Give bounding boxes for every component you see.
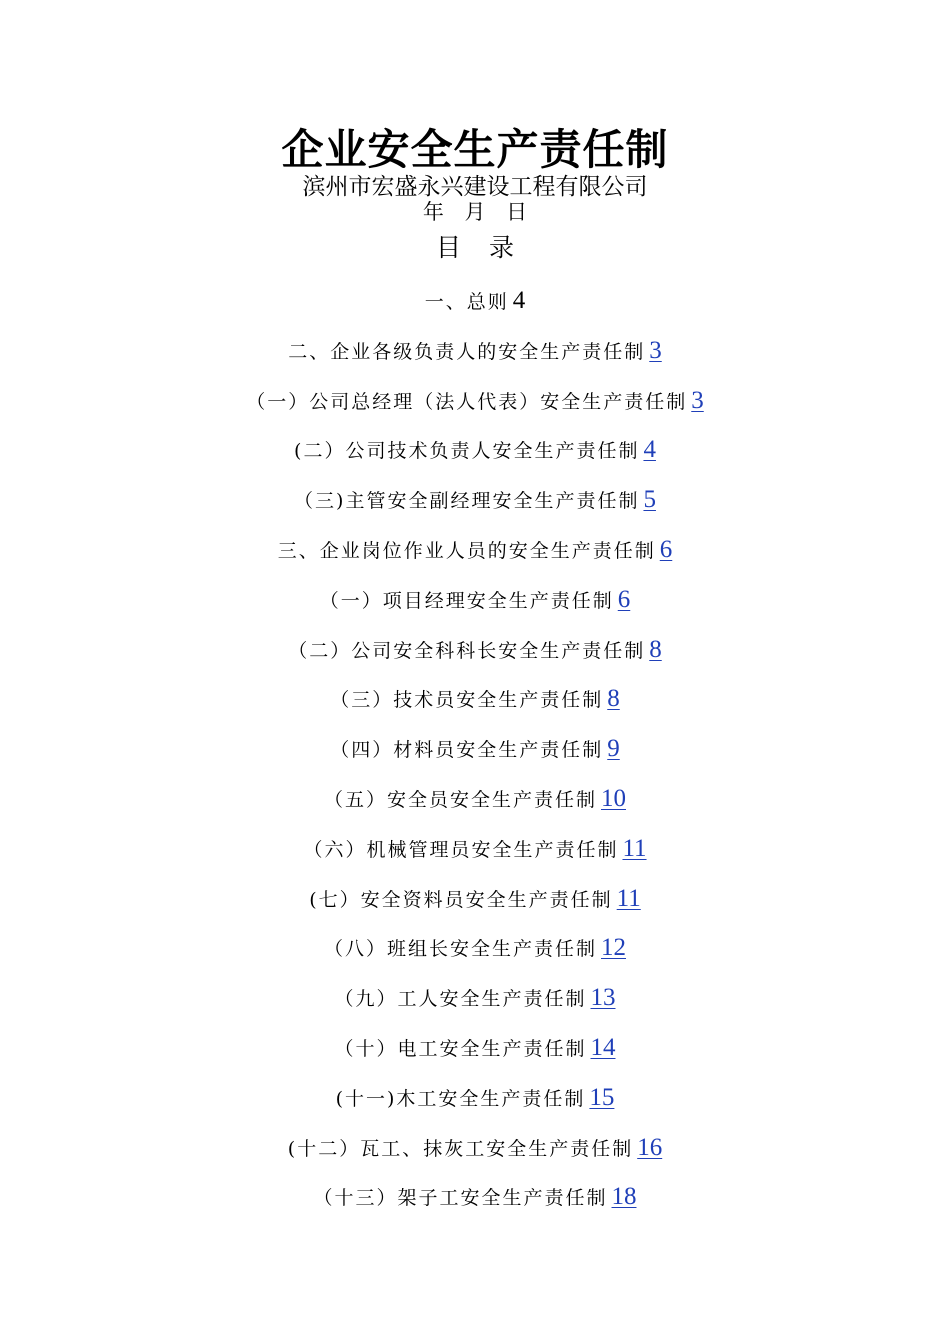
- toc-entry: [0, 1031, 950, 1081]
- toc-entry-label: （一）公司总经理（法人代表）安全生产责任制: [246, 390, 688, 413]
- toc-page-link[interactable]: 6: [659, 535, 673, 563]
- toc-entry-label: （二）公司安全科科长安全生产责任制: [288, 639, 646, 662]
- toc-page-link[interactable]: 8: [607, 685, 620, 713]
- date-line: 年 月 日: [422, 200, 528, 224]
- toc-page-link[interactable]: 3: [649, 336, 662, 364]
- toc-page-link[interactable]: 13: [590, 984, 616, 1012]
- toc-entry-label: (二）公司技术负责人安全生产责任制: [294, 440, 640, 463]
- toc-entry: [0, 732, 950, 782]
- toc-page-link[interactable]: 12: [601, 934, 626, 962]
- toc-entry-label: （八）班组长安全生产责任制: [323, 938, 597, 961]
- toc-page-link[interactable]: 18: [611, 1183, 637, 1211]
- toc-entry: [0, 682, 950, 732]
- toc-entry-label: （六）机械管理员安全生产责任制: [303, 838, 619, 861]
- toc-page-link[interactable]: 9: [607, 735, 620, 763]
- toc-page-link[interactable]: 6: [617, 585, 631, 613]
- toc-entry-label: (七）安全资料员安全生产责任制: [309, 888, 613, 911]
- toc-page-link[interactable]: 15: [589, 1083, 615, 1111]
- toc-page-link[interactable]: 5: [643, 486, 656, 514]
- toc-entry-label: （一）项目经理安全生产责任制: [319, 589, 614, 612]
- toc-entry: [0, 1081, 950, 1131]
- toc-entry-label: (十一)木工安全生产责任制: [335, 1087, 586, 1110]
- toc-entry: [0, 583, 950, 633]
- toc-page-link[interactable]: 8: [649, 635, 662, 663]
- toc-entry-label: 一、总则: [424, 291, 509, 313]
- toc-entry: [0, 334, 950, 384]
- toc-page-link[interactable]: 11: [622, 834, 647, 862]
- toc-heading: 目录: [435, 233, 542, 262]
- toc-entry: [0, 981, 950, 1031]
- toc-entry: [0, 1131, 950, 1181]
- toc-entry-label: （五）安全员安全生产责任制: [323, 788, 597, 811]
- toc-entry-label: (十二）瓦工、抹灰工安全生产责任制: [287, 1137, 634, 1160]
- toc-entry: [0, 284, 950, 334]
- toc-entry: [0, 633, 950, 683]
- toc-entry-label: 三、企业岗位作业人员的安全生产责任制: [277, 539, 656, 562]
- toc-page-link[interactable]: 3: [691, 386, 704, 414]
- toc-entry-label: （十）电工安全生产责任制: [334, 1037, 587, 1060]
- toc-page-link[interactable]: 11: [616, 884, 641, 912]
- company-name: 滨州市宏盛永兴建设工程有限公司: [302, 174, 648, 200]
- toc-page-link[interactable]: 16: [637, 1133, 663, 1161]
- toc-page-link[interactable]: 14: [590, 1033, 616, 1061]
- table-of-contents: [0, 284, 950, 1230]
- toc-entry: [0, 782, 950, 832]
- toc-entry-label: （十三）架子工安全生产责任制: [313, 1187, 608, 1210]
- toc-entry: [0, 483, 950, 533]
- toc-page-link[interactable]: 10: [601, 784, 626, 812]
- toc-entry: [0, 1180, 950, 1230]
- toc-page-number: 4: [512, 287, 526, 314]
- toc-entry-label: （四）材料员安全生产责任制: [330, 739, 604, 762]
- toc-entry: [0, 832, 950, 882]
- toc-entry-label: 二、企业各级负责人的安全生产责任制: [288, 340, 646, 363]
- toc-entry: [0, 533, 950, 583]
- toc-entry: [0, 433, 950, 483]
- toc-entry: [0, 882, 950, 932]
- toc-entry: [0, 384, 950, 434]
- document-title: 企业安全生产责任制: [281, 125, 669, 174]
- toc-page-link[interactable]: 4: [643, 436, 656, 464]
- toc-entry-label: （三)主管安全副经理安全生产责任制: [294, 490, 640, 513]
- toc-entry-label: （三）技术员安全生产责任制: [330, 689, 604, 712]
- toc-entry: [0, 931, 950, 981]
- toc-entry-label: （九）工人安全生产责任制: [334, 988, 587, 1011]
